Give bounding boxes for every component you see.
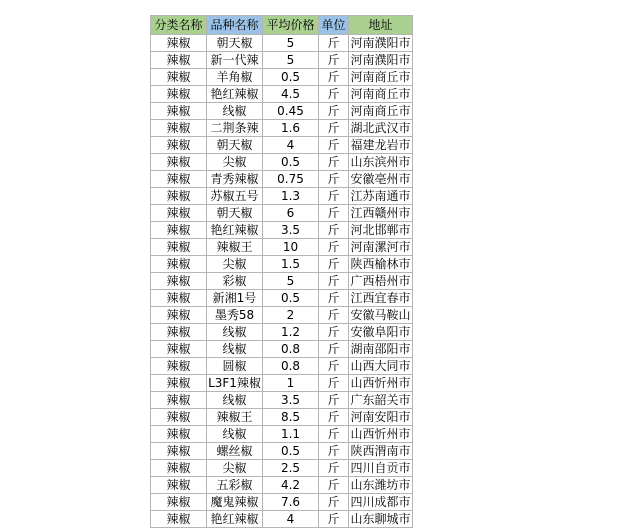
table-row xyxy=(151,239,413,256)
table-row xyxy=(151,120,413,137)
cell-avg-price[interactable]: 0.8 xyxy=(263,358,319,375)
cell-avg-price[interactable]: 1 xyxy=(263,375,319,392)
table-row xyxy=(151,171,413,188)
cell-variety[interactable]: 新一代辣 xyxy=(207,52,263,69)
cell-avg-price[interactable]: 1.6 xyxy=(263,120,319,137)
cell-category[interactable]: 辣椒 xyxy=(151,358,207,375)
cell-category[interactable]: 辣椒 xyxy=(151,86,207,103)
cell-avg-price[interactable]: 0.45 xyxy=(263,103,319,120)
cell-variety[interactable]: 艳红辣椒 xyxy=(207,222,263,239)
cell-category[interactable]: 辣椒 xyxy=(151,239,207,256)
cell-unit[interactable]: 斤 xyxy=(319,375,349,392)
cell-avg-price[interactable]: 0.5 xyxy=(263,69,319,86)
table-row xyxy=(151,324,413,341)
cell-address[interactable]: 四川成都市 xyxy=(350,495,411,509)
cell-variety[interactable]: 线椒 xyxy=(207,426,263,443)
cell-avg-price[interactable]: 0.5 xyxy=(263,443,319,460)
table-row xyxy=(151,137,413,154)
cell-avg-price[interactable]: 1.2 xyxy=(263,324,319,341)
cell-unit[interactable]: 斤 xyxy=(319,69,349,86)
table-row xyxy=(151,290,413,307)
table-row xyxy=(151,494,413,511)
cell-category[interactable]: 辣椒 xyxy=(151,69,207,86)
header-avg-price[interactable]: 平均价格 xyxy=(263,16,319,35)
cell-variety[interactable]: 羊角椒 xyxy=(207,69,263,86)
cell-unit[interactable]: 斤 xyxy=(319,120,349,137)
cell-address[interactable]: 河南商丘市 xyxy=(350,104,411,118)
cell-avg-price[interactable]: 1.5 xyxy=(263,256,319,273)
cell-variety[interactable]: 螺丝椒 xyxy=(207,443,263,460)
table-row xyxy=(151,154,413,171)
cell-category[interactable]: 辣椒 xyxy=(151,290,207,307)
cell-unit[interactable]: 斤 xyxy=(319,171,349,188)
header-variety[interactable]: 品种名称 xyxy=(207,16,263,35)
table-row xyxy=(151,273,413,290)
table-row xyxy=(151,222,413,239)
cell-avg-price[interactable]: 3.5 xyxy=(263,392,319,409)
cell-variety[interactable]: 线椒 xyxy=(207,341,263,358)
cell-variety[interactable]: 朝天椒 xyxy=(207,35,263,52)
cell-unit[interactable]: 斤 xyxy=(319,273,349,290)
cell-variety[interactable]: 尖椒 xyxy=(207,256,263,273)
cell-unit[interactable]: 斤 xyxy=(319,307,349,324)
cell-address[interactable]: 安徽亳州市 xyxy=(350,172,411,186)
cell-address[interactable]: 山西忻州市 xyxy=(350,376,411,390)
cell-avg-price[interactable]: 1.3 xyxy=(263,188,319,205)
cell-address[interactable]: 山东潍坊市 xyxy=(350,478,411,492)
table-row xyxy=(151,103,413,120)
cell-category[interactable]: 辣椒 xyxy=(151,120,207,137)
cell-category[interactable]: 辣椒 xyxy=(151,307,207,324)
cell-address[interactable]: 山西忻州市 xyxy=(350,427,411,441)
cell-unit[interactable]: 斤 xyxy=(319,35,349,52)
table-row xyxy=(151,443,413,460)
cell-unit[interactable]: 斤 xyxy=(319,426,349,443)
cell-category[interactable]: 辣椒 xyxy=(151,392,207,409)
cell-variety[interactable]: 线椒 xyxy=(207,392,263,409)
cell-unit[interactable]: 斤 xyxy=(319,188,349,205)
cell-variety[interactable]: 青秀辣椒 xyxy=(207,171,263,188)
table-row xyxy=(151,460,413,477)
header-row xyxy=(151,16,413,35)
cell-variety[interactable]: 辣椒王 xyxy=(207,409,263,426)
cell-variety[interactable]: 线椒 xyxy=(207,324,263,341)
header-address[interactable]: 地址 xyxy=(349,16,413,35)
price-table xyxy=(150,15,413,528)
cell-avg-price[interactable]: 4 xyxy=(263,511,319,528)
cell-variety[interactable]: 艳红辣椒 xyxy=(207,86,263,103)
cell-variety[interactable]: 尖椒 xyxy=(207,154,263,171)
cell-variety[interactable]: 圆椒 xyxy=(207,358,263,375)
cell-address[interactable]: 湖南邵阳市 xyxy=(350,342,411,356)
cell-unit[interactable]: 斤 xyxy=(319,86,349,103)
cell-avg-price[interactable]: 5 xyxy=(263,273,319,290)
cell-category[interactable]: 辣椒 xyxy=(151,35,207,52)
cell-unit[interactable]: 斤 xyxy=(319,154,349,171)
cell-variety[interactable]: 艳红辣椒 xyxy=(207,511,263,528)
table-row xyxy=(151,69,413,86)
cell-unit[interactable]: 斤 xyxy=(319,222,349,239)
cell-avg-price[interactable]: 7.6 xyxy=(263,494,319,511)
cell-unit[interactable]: 斤 xyxy=(319,443,349,460)
cell-category[interactable]: 辣椒 xyxy=(151,426,207,443)
cell-address[interactable]: 河南濮阳市 xyxy=(350,36,411,50)
cell-variety[interactable]: 朝天椒 xyxy=(207,137,263,154)
cell-category[interactable]: 辣椒 xyxy=(151,460,207,477)
table-row xyxy=(151,307,413,324)
cell-address[interactable]: 陕西榆林市 xyxy=(350,257,411,271)
cell-variety[interactable]: 苏椒五号 xyxy=(207,188,263,205)
table-row xyxy=(151,426,413,443)
cell-variety[interactable]: 墨秀58 xyxy=(207,307,263,324)
cell-category[interactable]: 辣椒 xyxy=(151,256,207,273)
cell-avg-price[interactable]: 0.75 xyxy=(263,171,319,188)
cell-unit[interactable]: 斤 xyxy=(319,392,349,409)
cell-unit[interactable]: 斤 xyxy=(319,205,349,222)
cell-variety[interactable]: 二荆条辣 xyxy=(207,120,263,137)
cell-category[interactable]: 辣椒 xyxy=(151,205,207,222)
cell-unit[interactable]: 斤 xyxy=(319,477,349,494)
cell-address[interactable]: 山东滨州市 xyxy=(350,155,411,169)
cell-address[interactable]: 江西宜春市 xyxy=(350,291,411,305)
cell-category[interactable]: 辣椒 xyxy=(151,137,207,154)
table-row xyxy=(151,511,413,528)
cell-address[interactable]: 广西梧州市 xyxy=(350,274,411,288)
cell-avg-price[interactable]: 5 xyxy=(263,52,319,69)
cell-category[interactable]: 辣椒 xyxy=(151,443,207,460)
cell-variety[interactable]: 尖椒 xyxy=(207,460,263,477)
table-row xyxy=(151,205,413,222)
table-row xyxy=(151,477,413,494)
cell-address[interactable]: 河南濮阳市 xyxy=(350,53,411,67)
cell-address[interactable]: 安徽阜阳市 xyxy=(350,325,411,339)
table-row xyxy=(151,35,413,52)
cell-unit[interactable]: 斤 xyxy=(319,52,349,69)
cell-unit[interactable]: 斤 xyxy=(319,290,349,307)
cell-avg-price[interactable]: 3.5 xyxy=(263,222,319,239)
cell-category[interactable]: 辣椒 xyxy=(151,341,207,358)
cell-category[interactable]: 辣椒 xyxy=(151,324,207,341)
table-body xyxy=(151,35,413,528)
cell-avg-price[interactable]: 2.5 xyxy=(263,460,319,477)
cell-address[interactable]: 江西赣州市 xyxy=(350,206,411,220)
cell-unit[interactable]: 斤 xyxy=(319,358,349,375)
cell-variety[interactable]: 朝天椒 xyxy=(207,205,263,222)
cell-avg-price[interactable]: 4 xyxy=(263,137,319,154)
cell-variety[interactable]: 线椒 xyxy=(207,103,263,120)
cell-unit[interactable]: 斤 xyxy=(319,239,349,256)
cell-variety[interactable]: 五彩椒 xyxy=(207,477,263,494)
cell-category[interactable]: 辣椒 xyxy=(151,171,207,188)
cell-address[interactable]: 山西大同市 xyxy=(350,359,411,373)
cell-category[interactable]: 辣椒 xyxy=(151,154,207,171)
cell-avg-price[interactable]: 0.8 xyxy=(263,341,319,358)
cell-address[interactable]: 福建龙岩市 xyxy=(350,138,411,152)
cell-unit[interactable]: 斤 xyxy=(319,460,349,477)
cell-avg-price[interactable]: 5 xyxy=(263,35,319,52)
header-unit[interactable]: 单位 xyxy=(319,16,349,35)
cell-address[interactable]: 河南商丘市 xyxy=(350,70,411,84)
cell-variety[interactable]: L3F1辣椒 xyxy=(208,376,261,390)
cell-avg-price[interactable]: 6 xyxy=(263,205,319,222)
table-row xyxy=(151,188,413,205)
cell-category[interactable]: 辣椒 xyxy=(151,188,207,205)
cell-category[interactable]: 辣椒 xyxy=(151,494,207,511)
cell-variety[interactable]: 彩椒 xyxy=(207,273,263,290)
cell-unit[interactable]: 斤 xyxy=(319,324,349,341)
table-row xyxy=(151,256,413,273)
cell-category[interactable]: 辣椒 xyxy=(151,273,207,290)
table-row xyxy=(151,392,413,409)
header-category[interactable]: 分类名称 xyxy=(151,16,207,35)
cell-address[interactable]: 江苏南通市 xyxy=(350,189,411,203)
cell-unit[interactable]: 斤 xyxy=(319,341,349,358)
table-row xyxy=(151,341,413,358)
cell-category[interactable]: 辣椒 xyxy=(151,511,207,528)
cell-avg-price[interactable]: 0.5 xyxy=(263,290,319,307)
cell-unit[interactable]: 斤 xyxy=(319,137,349,154)
cell-avg-price[interactable]: 10 xyxy=(263,239,319,256)
cell-variety[interactable]: 魔鬼辣椒 xyxy=(207,494,263,511)
cell-address[interactable]: 陕西渭南市 xyxy=(350,444,411,458)
cell-address[interactable]: 湖北武汉市 xyxy=(350,121,411,135)
cell-unit[interactable]: 斤 xyxy=(319,494,349,511)
cell-address[interactable]: 河南安阳市 xyxy=(350,410,411,424)
cell-avg-price[interactable]: 8.5 xyxy=(263,409,319,426)
cell-address[interactable]: 四川自贡市 xyxy=(350,461,411,475)
table-row xyxy=(151,86,413,103)
table-row xyxy=(151,358,413,375)
cell-address[interactable]: 河南漯河市 xyxy=(350,240,411,254)
cell-variety[interactable]: 新湘1号 xyxy=(207,290,263,307)
cell-unit[interactable]: 斤 xyxy=(319,409,349,426)
cell-address[interactable]: 山东聊城市 xyxy=(350,512,411,526)
cell-address[interactable]: 河北邯郸市 xyxy=(350,223,411,237)
cell-address[interactable]: 广东韶关市 xyxy=(350,393,411,407)
cell-category[interactable]: 辣椒 xyxy=(151,375,207,392)
cell-avg-price[interactable]: 4.2 xyxy=(263,477,319,494)
cell-avg-price[interactable]: 4.5 xyxy=(263,86,319,103)
cell-avg-price[interactable]: 2 xyxy=(263,307,319,324)
table-row xyxy=(151,375,413,392)
table-row xyxy=(151,409,413,426)
cell-category[interactable]: 辣椒 xyxy=(151,222,207,239)
cell-avg-price[interactable]: 0.5 xyxy=(263,154,319,171)
cell-avg-price[interactable]: 1.1 xyxy=(263,426,319,443)
cell-address[interactable]: 河南商丘市 xyxy=(350,87,411,101)
cell-address[interactable]: 安徽马鞍山 xyxy=(350,308,411,322)
table-row xyxy=(151,52,413,69)
cell-category[interactable]: 辣椒 xyxy=(151,103,207,120)
cell-category[interactable]: 辣椒 xyxy=(151,52,207,69)
cell-unit[interactable]: 斤 xyxy=(319,511,349,528)
cell-category[interactable]: 辣椒 xyxy=(151,409,207,426)
cell-unit[interactable]: 斤 xyxy=(319,256,349,273)
cell-variety[interactable]: 辣椒王 xyxy=(207,239,263,256)
cell-unit[interactable]: 斤 xyxy=(319,103,349,120)
cell-category[interactable]: 辣椒 xyxy=(151,477,207,494)
